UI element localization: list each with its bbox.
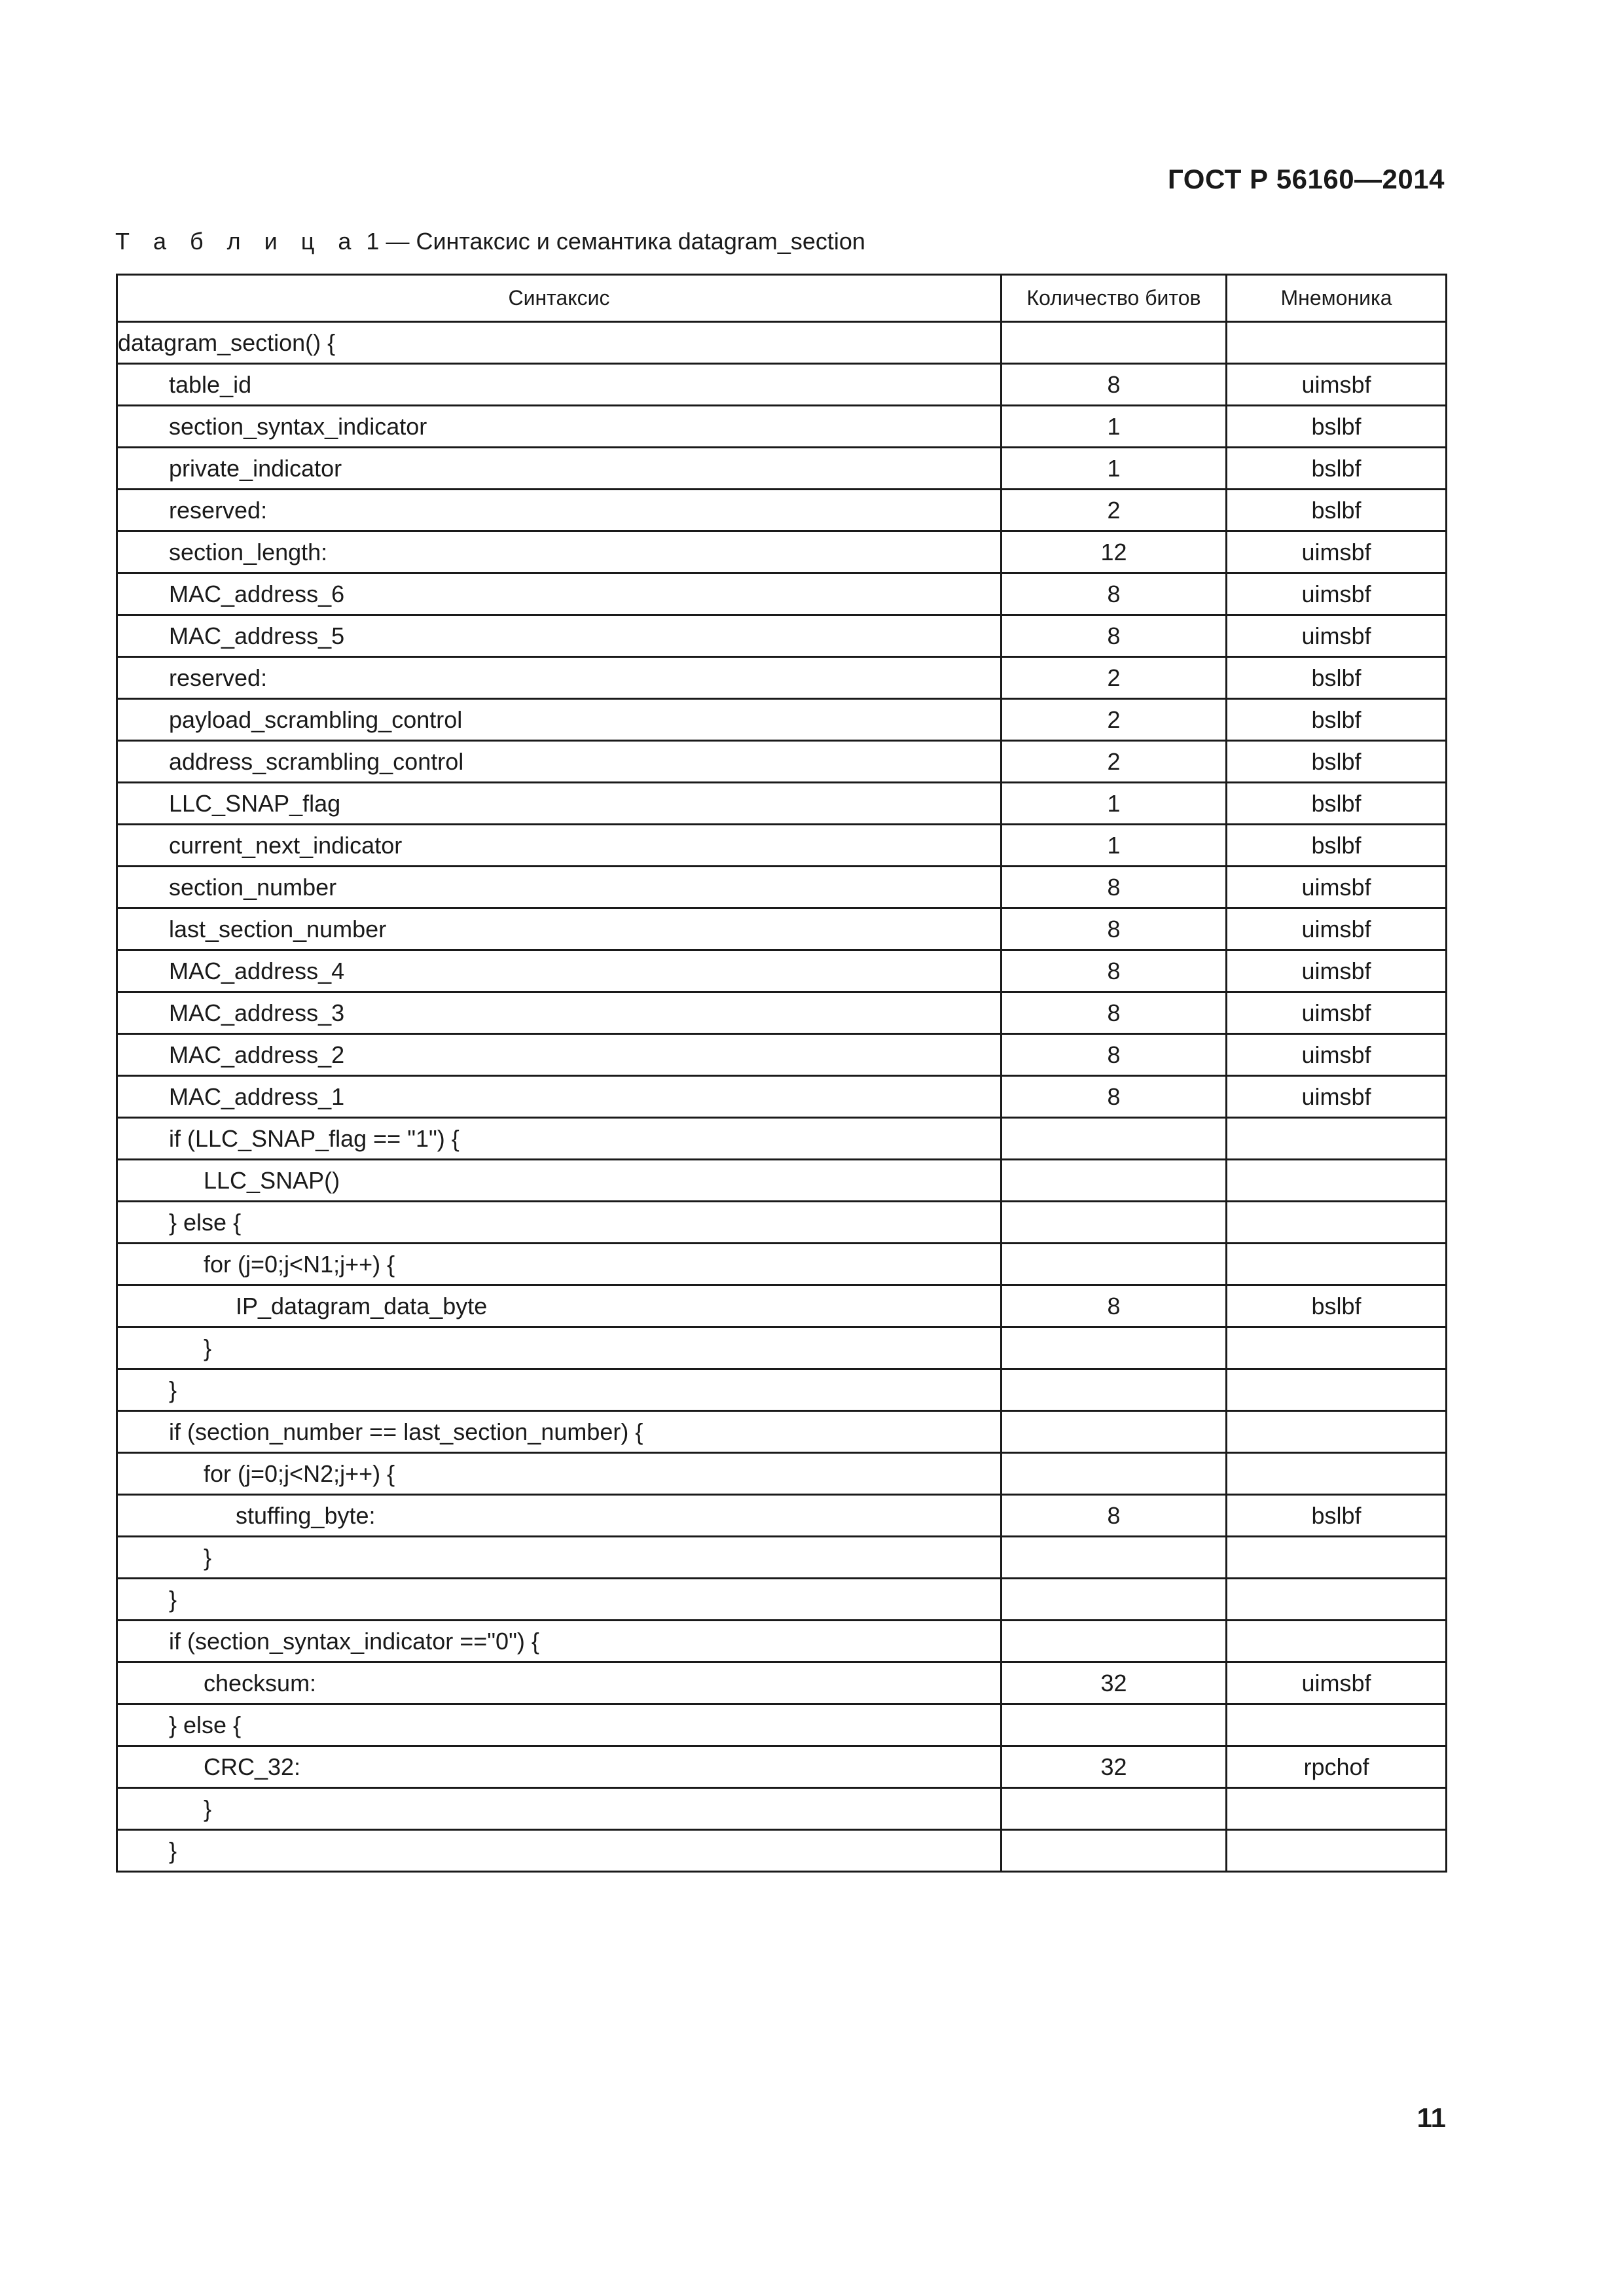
syntax-cell: IP_datagram_data_byte (117, 1285, 1001, 1327)
mnemonic-cell (1227, 1788, 1447, 1830)
bits-cell: 8 (1001, 1285, 1227, 1327)
bits-cell (1001, 1537, 1227, 1579)
bits-cell (1001, 1788, 1227, 1830)
mnemonic-cell (1227, 1621, 1447, 1662)
syntax-cell: if (LLC_SNAP_flag == "1") { (117, 1118, 1001, 1160)
mnemonic-cell: bslbf (1227, 825, 1447, 867)
mnemonic-cell (1227, 1830, 1447, 1872)
page-number: 11 (1416, 2102, 1446, 2133)
mnemonic-cell: uimsbf (1227, 908, 1447, 950)
bits-cell: 2 (1001, 657, 1227, 699)
syntax-cell: checksum: (117, 1662, 1001, 1704)
table-row (117, 448, 1447, 490)
table-row (117, 699, 1447, 741)
bits-cell: 8 (1001, 573, 1227, 615)
mnemonic-cell: bslbf (1227, 1285, 1447, 1327)
mnemonic-cell: uimsbf (1227, 950, 1447, 992)
table-row (117, 490, 1447, 531)
mnemonic-cell: uimsbf (1227, 1034, 1447, 1076)
syntax-cell: table_id (117, 364, 1001, 406)
bits-cell (1001, 1369, 1227, 1411)
table-row (117, 531, 1447, 573)
syntax-cell: LLC_SNAP_flag (117, 783, 1001, 825)
syntax-cell: } else { (117, 1704, 1001, 1746)
syntax-cell: if (section_syntax_indicator =="0") { (117, 1621, 1001, 1662)
table-caption (115, 228, 865, 255)
bits-cell: 8 (1001, 1034, 1227, 1076)
mnemonic-cell: uimsbf (1227, 1662, 1447, 1704)
syntax-cell: LLC_SNAP() (117, 1160, 1001, 1202)
bits-cell: 8 (1001, 615, 1227, 657)
syntax-cell: } (117, 1369, 1001, 1411)
table-row (117, 1160, 1447, 1202)
table-row (117, 1076, 1447, 1118)
syntax-cell: MAC_address_2 (117, 1034, 1001, 1076)
bits-cell: 12 (1001, 531, 1227, 573)
table-row (117, 615, 1447, 657)
table-row (117, 783, 1447, 825)
mnemonic-cell (1227, 1537, 1447, 1579)
mnemonic-cell (1227, 1202, 1447, 1244)
syntax-cell: section_syntax_indicator (117, 406, 1001, 448)
bits-cell: 2 (1001, 699, 1227, 741)
syntax-cell: datagram_section() { (117, 322, 1001, 364)
table-row (117, 1830, 1447, 1872)
table-row (117, 1202, 1447, 1244)
mnemonic-cell (1227, 1244, 1447, 1285)
mnemonic-cell (1227, 1160, 1447, 1202)
table-row (117, 406, 1447, 448)
mnemonic-cell: uimsbf (1227, 573, 1447, 615)
table-row (117, 1537, 1447, 1579)
bits-cell (1001, 1327, 1227, 1369)
syntax-cell: for (j=0;j<N2;j++) { (117, 1453, 1001, 1495)
syntax-cell: last_section_number (117, 908, 1001, 950)
syntax-cell: } else { (117, 1202, 1001, 1244)
bits-cell: 2 (1001, 490, 1227, 531)
mnemonic-cell: bslbf (1227, 406, 1447, 448)
table-row (117, 1621, 1447, 1662)
syntax-cell: stuffing_byte: (117, 1495, 1001, 1537)
bits-cell (1001, 1830, 1227, 1872)
mnemonic-cell (1227, 1453, 1447, 1495)
table-row (117, 1327, 1447, 1369)
syntax-cell: } (117, 1537, 1001, 1579)
syntax-cell: reserved: (117, 657, 1001, 699)
mnemonic-cell (1227, 1327, 1447, 1369)
table-row (117, 950, 1447, 992)
bits-cell: 32 (1001, 1746, 1227, 1788)
mnemonic-cell: uimsbf (1227, 992, 1447, 1034)
bits-cell: 8 (1001, 992, 1227, 1034)
syntax-cell: MAC_address_4 (117, 950, 1001, 992)
mnemonic-cell: bslbf (1227, 1495, 1447, 1537)
bits-cell (1001, 1244, 1227, 1285)
table-row (117, 908, 1447, 950)
table-row (117, 573, 1447, 615)
mnemonic-cell: uimsbf (1227, 364, 1447, 406)
syntax-cell: reserved: (117, 490, 1001, 531)
syntax-cell: section_length: (117, 531, 1001, 573)
mnemonic-cell (1227, 1369, 1447, 1411)
bits-cell: 8 (1001, 1495, 1227, 1537)
syntax-cell: payload_scrambling_control (117, 699, 1001, 741)
bits-cell: 8 (1001, 1076, 1227, 1118)
table-row (117, 741, 1447, 783)
mnemonic-cell (1227, 1411, 1447, 1453)
table-row (117, 825, 1447, 867)
mnemonic-cell: rpchof (1227, 1746, 1447, 1788)
bits-cell: 1 (1001, 448, 1227, 490)
table-row (117, 364, 1447, 406)
bits-cell: 8 (1001, 867, 1227, 908)
mnemonic-cell (1227, 1579, 1447, 1621)
bits-cell (1001, 1411, 1227, 1453)
mnemonic-cell: bslbf (1227, 741, 1447, 783)
table-row (117, 1244, 1447, 1285)
bits-cell (1001, 1579, 1227, 1621)
syntax-cell: address_scrambling_control (117, 741, 1001, 783)
bits-cell (1001, 1621, 1227, 1662)
bits-cell: 8 (1001, 908, 1227, 950)
syntax-cell: } (117, 1830, 1001, 1872)
syntax-cell: section_number (117, 867, 1001, 908)
mnemonic-cell: uimsbf (1227, 531, 1447, 573)
syntax-cell: CRC_32: (117, 1746, 1001, 1788)
bits-cell: 1 (1001, 783, 1227, 825)
bits-cell: 1 (1001, 406, 1227, 448)
syntax-cell: MAC_address_6 (117, 573, 1001, 615)
mnemonic-cell: bslbf (1227, 490, 1447, 531)
mnemonic-cell: uimsbf (1227, 1076, 1447, 1118)
table-row (117, 1704, 1447, 1746)
table-row (117, 1453, 1447, 1495)
bits-cell (1001, 322, 1227, 364)
bits-cell: 1 (1001, 825, 1227, 867)
syntax-cell: current_next_indicator (117, 825, 1001, 867)
table-row (117, 867, 1447, 908)
table-header-row (117, 275, 1447, 322)
syntax-cell: } (117, 1579, 1001, 1621)
syntax-cell: if (section_number == last_section_number) { (117, 1411, 1001, 1453)
syntax-cell: for (j=0;j<N1;j++) { (117, 1244, 1001, 1285)
table-row (117, 1285, 1447, 1327)
bits-cell (1001, 1202, 1227, 1244)
column-header-syntax: Синтаксис (117, 275, 1001, 322)
bits-cell: 2 (1001, 741, 1227, 783)
mnemonic-cell: uimsbf (1227, 867, 1447, 908)
bits-cell: 8 (1001, 364, 1227, 406)
column-header-bits: Количество битов (1001, 275, 1227, 322)
table-row (117, 1118, 1447, 1160)
syntax-table (116, 274, 1447, 1873)
table-row (117, 1579, 1447, 1621)
bits-cell (1001, 1704, 1227, 1746)
table-row (117, 1034, 1447, 1076)
table-row (117, 322, 1447, 364)
table-row (117, 1495, 1447, 1537)
table-row (117, 1369, 1447, 1411)
bits-cell (1001, 1453, 1227, 1495)
mnemonic-cell: bslbf (1227, 699, 1447, 741)
table-caption-label: Т а б л и ц а (115, 228, 360, 255)
table-row (117, 1662, 1447, 1704)
mnemonic-cell (1227, 322, 1447, 364)
mnemonic-cell (1227, 1118, 1447, 1160)
table-row (117, 1411, 1447, 1453)
syntax-cell: private_indicator (117, 448, 1001, 490)
table-body (117, 322, 1447, 1872)
mnemonic-cell (1227, 1704, 1447, 1746)
syntax-cell: MAC_address_3 (117, 992, 1001, 1034)
standard-designation: ГОСТ Р 56160—2014 (1168, 164, 1445, 194)
mnemonic-cell: bslbf (1227, 657, 1447, 699)
mnemonic-cell: bslbf (1227, 448, 1447, 490)
syntax-cell: } (117, 1327, 1001, 1369)
table-caption-text: 1 — Синтаксис и семантика datagram_section (366, 228, 865, 255)
syntax-cell: MAC_address_5 (117, 615, 1001, 657)
syntax-cell: } (117, 1788, 1001, 1830)
bits-cell: 32 (1001, 1662, 1227, 1704)
syntax-cell: MAC_address_1 (117, 1076, 1001, 1118)
column-header-mnemonic: Мнемоника (1227, 275, 1447, 322)
mnemonic-cell: uimsbf (1227, 615, 1447, 657)
mnemonic-cell: bslbf (1227, 783, 1447, 825)
bits-cell (1001, 1160, 1227, 1202)
table-row (117, 1788, 1447, 1830)
table-row (117, 1746, 1447, 1788)
bits-cell: 8 (1001, 950, 1227, 992)
bits-cell (1001, 1118, 1227, 1160)
table-row (117, 992, 1447, 1034)
table-row (117, 657, 1447, 699)
